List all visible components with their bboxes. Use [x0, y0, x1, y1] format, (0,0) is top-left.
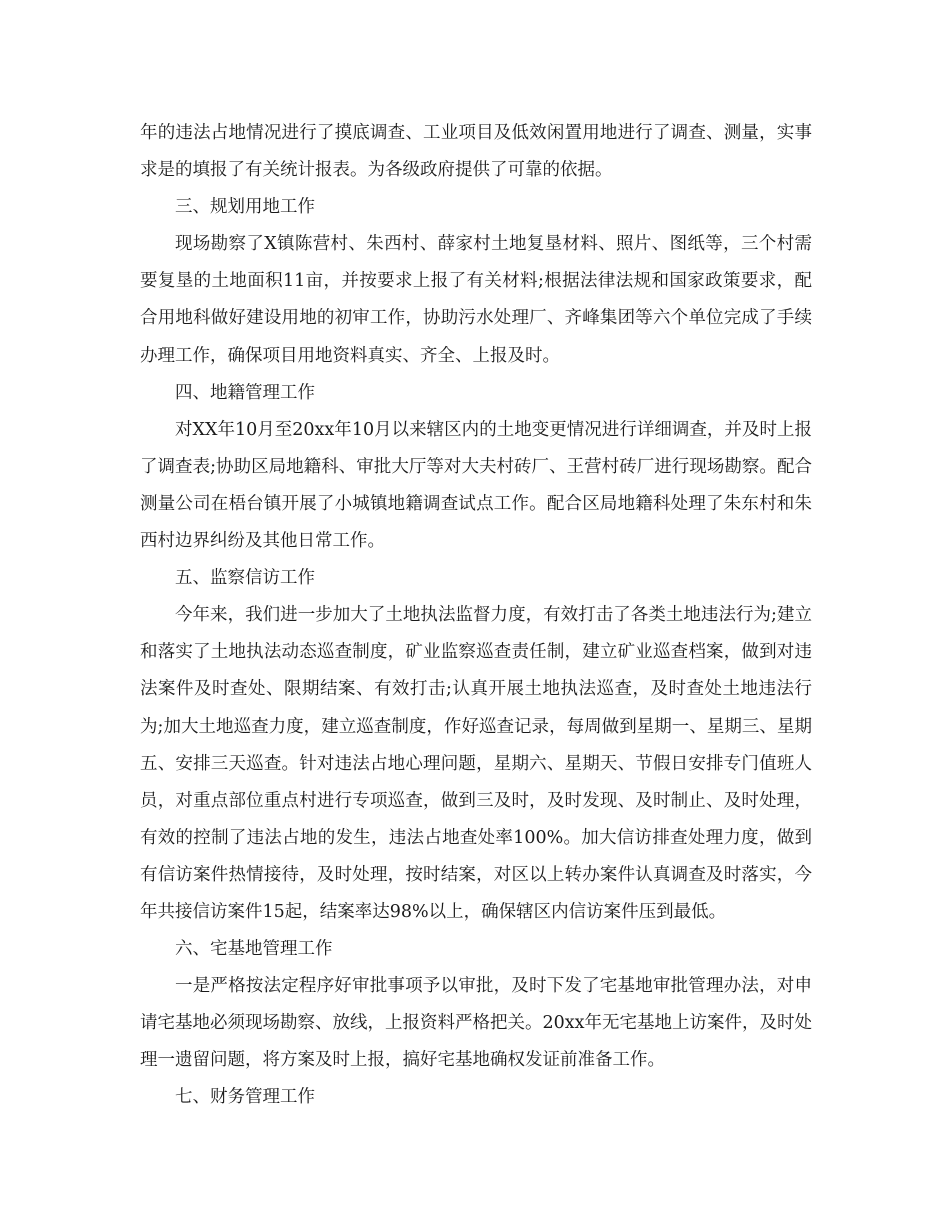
paragraph-homestead-management: 一是严格按法定程序好审批事项予以审批，及时下发了宅基地审批管理办法，对申请宅基地必须现场勘察、放线，上报资料严格把关。20xx年无宅基地上访案件，及时处理一遗留问题，将方案及时上报，搞好宅基地确权发证前准备工作。: [140, 976, 813, 1071]
section-heading-homestead-management: 六、宅基地管理工作: [175, 939, 333, 960]
paragraph-land-survey-continued: 年的违法占地情况进行了摸底调查、工业项目及低效闲置用地进行了调查、测量，实事求是的填报了有关统计报表。为各级政府提供了可靠的依据。: [140, 123, 812, 181]
paragraph-supervision-petitions: 今年来，我们进一步加大了土地执法监督力度，有效打击了各类土地违法行为;建立和落实了土地执法动态巡查制度，矿业监察巡查责任制，建立矿业巡查档案，做到对违法案件及时查处、限期结案、有效打击;认真开展土地执法巡查，及时查处土地违法行为;加大土地巡查力度，建立巡查制度，作好巡查记录，每周做到星期一、星期三、星期五、安排三天巡查。针对违法占地心理问题，星期六、星期天、节假日安排专门值班人员，对重点部位重点村进行专项巡查，做到三及时，及时发现、及时制止、及时处理，有效的控制了违法占地的发生，违法占地查处率100%。加大信访排查处理力度，做到有信访案件热情接待，及时处理，按时结案，对区以上转办案件认真调查及时落实，今年共接信访案件15起，结案率达98%以上，确保辖区内信访案件压到最低。: [140, 605, 812, 922]
document-body: [140, 115, 812, 1117]
section-heading-cadastral-management: 四、地籍管理工作: [175, 382, 315, 403]
section-heading-supervision-petitions: 五、监察信访工作: [175, 568, 315, 589]
section-heading-planning-land: 三、规划用地工作: [175, 197, 315, 218]
paragraph-cadastral-management: 对XX年10月至20xx年10月以来辖区内的土地变更情况进行详细调查，并及时上报了调查表;协助区局地籍科、审批大厅等对大夫村砖厂、王营村砖厂进行现场勘察。配合测量公司在梧台镇开展了小城镇地籍调查试点工作。配合区局地籍科处理了朱东村和朱西村边界纠纷及其他日常工作。: [140, 419, 812, 552]
section-heading-financial-management: 七、财务管理工作: [175, 1087, 315, 1108]
paragraph-planning-land: 现场勘察了X镇陈营村、朱西村、薛家村土地复垦材料、照片、图纸等，三个村需要复垦的土地面积11亩，并按要求上报了有关材料;根据法律法规和国家政策要求，配合用地科做好建设用地的初审工作，协助污水处理厂、齐峰集团等六个单位完成了手续办理工作，确保项目用地资料真实、齐全、上报及时。: [140, 234, 812, 366]
